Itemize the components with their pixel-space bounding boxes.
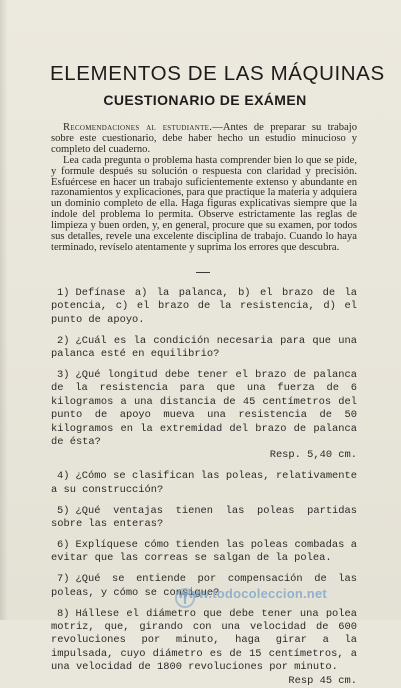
question-text: ¿Cuál es la condición necesaria para que una palanca esté en equilibrio?: [51, 334, 357, 361]
question-item: [51, 470, 357, 497]
question-text: Explíquese cómo tienden las poleas combadas a evitar que las correas se salgan de la polea.: [51, 539, 357, 565]
question-item: [51, 539, 357, 566]
question-number: 8): [57, 607, 70, 620]
question-text: ¿Qué se entiende por compensación de las poleas, y cómo se consigue?: [51, 573, 357, 599]
question-item: [51, 287, 357, 327]
recommendations-heading: Recomendaciones al estudiante.: [63, 122, 213, 133]
document-title: ELEMENTOS DE LAS MÁQUINAS: [50, 62, 385, 85]
recommendations-paragraph-2: Lea cada pregunta o problema hasta comprender bien lo que se pide, y formule después su solución o respuesta con claridad y precisión. Esfuércese en hacer un trabajo suficientemente extenso y abundante en razonamientos y explicaciones, para que practique la materia y adquiera un dominio completo de ella. Haga figuras explicativas siempre que la índole del problema lo permita. Observe estrictamente las reglas de limpieza y buen orden, y, en general, procure que su examen, por todos sus detalles, revele una excelente disciplina de trabajo. Cuando lo haya terminado, revíselo atentamente y suprima los errores que descubra.: [51, 154, 357, 253]
question-answer: Resp. 5,40 cm.: [269, 449, 357, 462]
question-item: [51, 369, 357, 463]
recommendations-paragraph-1: [51, 123, 357, 156]
question-number: 2): [57, 334, 70, 347]
question-number: 7): [57, 573, 70, 586]
question-item: [51, 505, 357, 532]
question-answer: Resp 45 cm.: [288, 674, 357, 687]
question-number: 5): [57, 504, 70, 517]
questions-list: [51, 287, 357, 688]
question-text: ¿Qué ventajas tienen las poleas partidas sobre las enteras?: [51, 504, 357, 531]
question-text: Hállese el diámetro que debe tener una polea motriz, que, girando con una velocidad de 600 revoluciones por minuto, haga girar a la impulsada, cuyo diámetro es de 15 centímetros, a una velocidad de 1800 revoluciones por minuto.: [51, 607, 357, 674]
page-edge-shadow: [0, 0, 8, 620]
question-number: 1): [57, 287, 70, 299]
question-number: 3): [57, 369, 70, 382]
question-text: ¿Qué longitud debe tener el brazo de palanca de la resistencia para que una fuerza de 6 kilogramos a una distancia de 45 centímetros del punto de apoyo mueva una resistencia de 50 kilogramos en la extremidad del brazo de palanca de ésta?: [51, 369, 357, 449]
recommendations-text-1: —Antes de preparar su trabajo sobre este cuestionario, debe haber hecho un estudio minucioso y completo del cuaderno.: [51, 122, 357, 155]
question-number: 6): [57, 539, 70, 551]
watermark-text: www.todocoleccion.net: [178, 586, 327, 601]
question-text: Defínase a) la palanca, b) el brazo de la potencia, c) el brazo de la resistencia, d) el punto de apoyo.: [51, 287, 357, 326]
document-subtitle: CUESTIONARIO DE EXÁMEN: [103, 92, 307, 108]
recommendations-block: [51, 123, 357, 254]
section-divider: [196, 272, 210, 273]
question-text: ¿Cómo se clasifican las poleas, relativamente a su construcción?: [51, 470, 357, 496]
question-item: [51, 335, 357, 362]
question-number: 4): [57, 470, 70, 483]
